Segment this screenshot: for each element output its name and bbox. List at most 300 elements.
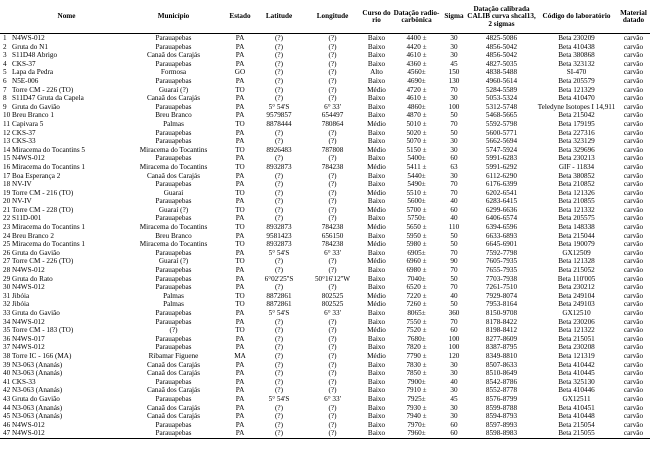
cell-dated-material: carvão — [623, 111, 644, 120]
cell-site-name: Gruta do Gavião — [12, 102, 60, 111]
cell-lab-code: Beta 230208 — [558, 343, 595, 352]
cell-dated-material: carvão — [623, 412, 644, 421]
cell-latitude: (?) — [275, 205, 283, 214]
cell-state: PA — [235, 171, 245, 180]
cell-longitude: (?) — [328, 412, 337, 421]
cell-river-course: Baixo — [367, 403, 386, 412]
cell-dated-material: carvão — [623, 188, 644, 197]
cell-site-name: N4WS-012 — [12, 154, 45, 163]
cell-municipality: Parauapebas — [155, 137, 192, 146]
cell-radiocarbon-date: 7040± — [407, 274, 426, 283]
cell-sigma: 30 — [450, 403, 458, 412]
cell-calibrated-date: 4856-5042 — [485, 42, 518, 51]
cell-calibrated-date: 8594-8793 — [485, 412, 518, 421]
cell-latitude: 8872861 — [266, 300, 292, 309]
cell-row-number: 26 — [3, 248, 11, 257]
cell-row-number: 34 — [3, 317, 11, 326]
cell-sigma: 45 — [450, 59, 458, 68]
cell-site-name: CKS-37 — [12, 128, 36, 137]
cell-lab-code: Beta 215042 — [558, 111, 595, 120]
cell-lab-code: Beta 249103 — [558, 300, 595, 309]
cell-dated-material: carvão — [623, 394, 644, 403]
cell-lab-code: GX12510 — [562, 309, 591, 317]
cell-municipality: Parauapebas — [121, 429, 226, 438]
cell-longitude: (?) — [328, 34, 337, 42]
cell-longitude: (?) — [328, 403, 337, 412]
cell-radiocarbon-date: 6980 ± — [406, 266, 427, 275]
cell-state: PA — [235, 420, 245, 429]
cell-municipality: Miracema do Tocantins — [139, 240, 208, 249]
cell-municipality: Parauapebas — [155, 34, 192, 42]
table-body — [0, 34, 650, 439]
cell-row-number: 5 — [3, 68, 7, 77]
cell-site-name: CKS-33 — [12, 377, 36, 386]
table-row — [0, 412, 650, 421]
cell-radiocarbon-date: 6905± — [407, 248, 426, 257]
cell-sigma: 30 — [450, 360, 458, 369]
table-row — [0, 163, 650, 172]
cell-site-name: NV-IV — [12, 197, 32, 206]
cell-latitude: (?) — [275, 94, 283, 103]
cell-river-course: Baixo — [367, 343, 386, 352]
cell-sigma: 130 — [448, 76, 460, 85]
cell-latitude: (?) — [275, 266, 283, 275]
cell-radiocarbon-date: 4360 ± — [406, 59, 427, 68]
cell-site-name: Breu Branco 2 — [12, 231, 54, 240]
cell-sigma: 45 — [450, 394, 458, 403]
cell-sigma: 30 — [450, 94, 458, 103]
cell-lab-code: Beta 410445 — [558, 369, 595, 378]
cell-latitude: (?) — [275, 59, 283, 68]
cell-row-number: 13 — [3, 137, 11, 146]
cell-river-course: Baixo — [367, 171, 386, 180]
header-num — [0, 1, 12, 34]
cell-dated-material: carvão — [623, 326, 644, 335]
cell-calibrated-date: 7261-7510 — [485, 283, 518, 292]
cell-river-course: Baixo — [367, 34, 386, 42]
cell-site-name: N3-063 (Ananás) — [12, 369, 63, 378]
cell-lab-code: Beta 179195 — [558, 119, 595, 128]
cell-row-number: 37 — [3, 343, 11, 352]
cell-calibrated-date: 6112-6290 — [486, 171, 517, 180]
cell-river-course: Baixo — [367, 248, 386, 257]
cell-row-number: 45 — [3, 412, 11, 421]
cell-dated-material: carvão — [623, 51, 644, 60]
cell-sigma: 150 — [448, 68, 460, 77]
cell-state: PA — [235, 248, 245, 257]
cell-sigma: 50 — [450, 231, 458, 240]
cell-river-course: Baixo — [367, 154, 386, 163]
cell-row-number: 41 — [3, 377, 11, 386]
cell-lab-code: Beta 210852 — [558, 180, 595, 189]
cell-state: PA — [235, 34, 245, 42]
cell-site-name: Torre CM - 226 (TO) — [12, 85, 74, 94]
cell-calibrated-date: 5284-5589 — [485, 85, 518, 94]
cell-radiocarbon-date: 5700 ± — [406, 205, 427, 214]
cell-radiocarbon-date: 4400 ± — [406, 34, 427, 42]
cell-radiocarbon-date: 5950 ± — [406, 231, 427, 240]
cell-site-name: NV-IV — [12, 180, 32, 189]
cell-longitude: (?) — [328, 68, 337, 77]
cell-municipality: Parauapebas — [155, 248, 192, 257]
cell-municipality: Parauapebas — [155, 59, 192, 68]
cell-lab-code: Beta 121326 — [558, 188, 595, 197]
cell-river-course: Médio — [367, 326, 386, 335]
cell-calibrated-date: 8552-8778 — [485, 386, 518, 395]
cell-municipality: Parauapebas — [155, 197, 192, 206]
cell-longitude: 780864 — [321, 119, 344, 128]
cell-radiocarbon-date: 4860± — [407, 102, 426, 111]
cell-dated-material: carvão — [623, 102, 644, 111]
cell-lab-code: Beta 121319 — [558, 351, 595, 360]
cell-sigma: 40 — [450, 214, 458, 223]
cell-sigma: 70 — [450, 188, 458, 197]
cell-river-course: Baixo — [367, 360, 386, 369]
cell-lab-code: Beta 249104 — [558, 291, 595, 300]
cell-municipality: Canaã dos Carajás — [146, 94, 201, 103]
cell-river-course: Médio — [367, 119, 386, 128]
cell-dated-material: carvão — [623, 369, 644, 378]
cell-river-course: Alto — [370, 68, 383, 77]
cell-longitude: 6° 33' — [324, 394, 341, 403]
table-row — [0, 86, 650, 95]
cell-river-course: Baixo — [361, 429, 392, 438]
cell-state: PA — [235, 51, 245, 60]
cell-river-course: Médio — [367, 240, 386, 249]
cell-latitude: 8878444 — [266, 119, 292, 128]
cell-latitude: (?) — [275, 334, 283, 343]
cell-municipality: Parauapebas — [155, 309, 192, 317]
cell-dated-material: carvão — [623, 231, 644, 240]
cell-lab-code: Beta 205579 — [558, 76, 595, 85]
cell-river-course: Médio — [367, 188, 386, 197]
cell-state: PA — [235, 343, 245, 352]
cell-municipality: Parauapebas — [155, 42, 192, 51]
cell-lab-code: Beta 323129 — [558, 137, 595, 146]
cell-row-number: 10 — [3, 111, 11, 120]
cell-latitude: 8926483 — [266, 145, 292, 154]
cell-longitude: (?) — [328, 369, 337, 378]
cell-lab-code: Beta 215054 — [558, 420, 595, 429]
cell-longitude: 50°16'12''W — [314, 274, 351, 283]
cell-latitude: (?) — [275, 351, 283, 360]
cell-lab-code: Beta 380852 — [558, 171, 595, 180]
cell-lab-code: Beta 215055 — [536, 429, 617, 438]
cell-longitude: 654497 — [321, 111, 344, 120]
table-row — [0, 129, 650, 138]
cell-river-course: Baixo — [367, 94, 386, 103]
table-row — [0, 68, 650, 77]
cell-municipality: Parauapebas — [155, 283, 192, 292]
cell-site-name: Miracema do Tocantins 5 — [12, 145, 86, 154]
cell-sigma: 50 — [450, 128, 458, 137]
cell-longitude: (?) — [328, 197, 337, 206]
cell-state: TO — [235, 145, 245, 154]
cell-lab-code: Beta 205575 — [558, 214, 595, 223]
cell-dated-material: carvão — [623, 317, 644, 326]
cell-dated-material: carvão — [623, 214, 644, 223]
cell-site-name: Gruta do Gavião — [12, 394, 60, 403]
cell-calibrated-date: 5662-5694 — [485, 137, 518, 146]
cell-dated-material: carvão — [623, 291, 644, 300]
cell-latitude: (?) — [275, 283, 283, 292]
cell-sigma: 60 — [450, 326, 458, 335]
cell-site-name: Capivara 5 — [12, 119, 44, 128]
cell-longitude: 656150 — [321, 231, 344, 240]
cell-radiocarbon-date: 4420 ± — [406, 42, 427, 51]
cell-municipality: Parauapebas — [155, 180, 192, 189]
cell-municipality: Parauapebas — [155, 343, 192, 352]
cell-radiocarbon-date: 7830 ± — [406, 360, 427, 369]
cell-state: PA — [235, 386, 245, 395]
cell-radiocarbon-date: 7930 ± — [406, 403, 427, 412]
cell-lab-code: Beta 323132 — [558, 59, 595, 68]
table-row — [0, 137, 650, 146]
cell-calibrated-date: 5592-5798 — [485, 119, 518, 128]
cell-radiocarbon-date: 7925± — [407, 394, 426, 403]
cell-river-course: Baixo — [367, 334, 386, 343]
cell-river-course: Baixo — [367, 180, 386, 189]
cell-dated-material: carvão — [623, 257, 644, 266]
cell-radiocarbon-date: 4610 ± — [406, 94, 427, 103]
cell-site-name: N3-063 (Ananás) — [12, 386, 63, 395]
cell-latitude: (?) — [275, 360, 283, 369]
cell-longitude: (?) — [328, 214, 337, 223]
cell-longitude: (?) — [328, 188, 337, 197]
cell-row-number: 40 — [3, 369, 11, 378]
cell-municipality: Breu Branco — [155, 111, 192, 120]
cell-sigma: 30 — [450, 386, 458, 395]
table-row — [0, 94, 650, 103]
cell-site-name: N4WS-012 — [12, 34, 45, 42]
cell-calibrated-date: 6406-6574 — [485, 214, 518, 223]
cell-row-number: 47 — [0, 429, 12, 438]
cell-dated-material: carvão — [623, 377, 644, 386]
cell-municipality: Parauapebas — [155, 394, 192, 403]
header-nome: Nome — [12, 1, 121, 34]
cell-latitude: (?) — [275, 386, 283, 395]
cell-dated-material: carvão — [623, 85, 644, 94]
cell-calibrated-date: 4827-5035 — [485, 59, 518, 68]
cell-radiocarbon-date: 7260 ± — [406, 300, 427, 309]
table-header — [0, 1, 650, 34]
cell-state: TO — [235, 300, 245, 309]
cell-longitude: 787808 — [321, 145, 344, 154]
cell-dated-material: carvão — [623, 162, 644, 171]
cell-latitude: (?) — [275, 377, 283, 386]
cell-row-number: 36 — [3, 334, 11, 343]
cell-radiocarbon-date: 7970± — [407, 420, 426, 429]
cell-site-name: N4WS-012 — [12, 343, 45, 352]
radiocarbon-dates-table — [0, 1, 650, 439]
cell-lab-code: Beta 210855 — [558, 197, 595, 206]
cell-row-number: 8 — [3, 94, 7, 103]
table-row — [0, 361, 650, 370]
cell-calibrated-date: 5468-5665 — [485, 111, 518, 120]
cell-sigma: 100 — [448, 343, 460, 352]
cell-river-course: Médio — [367, 291, 386, 300]
cell-state: PA — [235, 180, 245, 189]
cell-calibrated-date: 8510-8649 — [485, 369, 518, 378]
cell-site-name: Torre IC - 166 (MA) — [12, 351, 72, 360]
header-longitude: Longitude — [304, 1, 361, 34]
cell-river-course: Baixo — [367, 111, 386, 120]
cell-state: TO — [235, 162, 245, 171]
cell-municipality: Canaã dos Carajás — [146, 360, 201, 369]
cell-calibrated-date: 8178-8422 — [485, 317, 518, 326]
cell-site-name: Gruta do Gavião — [12, 309, 60, 317]
cell-river-course: Médio — [367, 145, 386, 154]
header-codigo-laboratorio: Código do laboratório — [536, 1, 617, 34]
cell-sigma: 70 — [450, 283, 458, 292]
cell-state: TO — [235, 119, 245, 128]
cell-row-number: 33 — [3, 309, 11, 317]
cell-radiocarbon-date: 4720 ± — [406, 85, 427, 94]
cell-longitude: (?) — [328, 257, 337, 266]
cell-longitude: (?) — [328, 283, 337, 292]
cell-river-course: Baixo — [367, 309, 386, 317]
table-row — [0, 60, 650, 69]
cell-municipality: Parauapebas — [155, 102, 192, 111]
cell-lab-code: Beta 148338 — [558, 223, 595, 232]
table-row — [0, 214, 650, 223]
cell-radiocarbon-date: 6960 ± — [406, 257, 427, 266]
cell-dated-material: carvão — [623, 420, 644, 429]
cell-river-course: Médio — [367, 205, 386, 214]
cell-site-name: Gruta do Gavião — [12, 248, 60, 257]
table-row — [0, 292, 650, 301]
cell-lab-code: Beta 230209 — [558, 34, 595, 42]
cell-longitude: 802525 — [321, 300, 344, 309]
cell-sigma: 70 — [450, 317, 458, 326]
cell-row-number: 28 — [3, 266, 11, 275]
cell-state: TO — [235, 240, 245, 249]
cell-river-course: Médio — [367, 351, 386, 360]
header-estado: Estado — [226, 1, 254, 34]
cell-latitude: 8932873 — [266, 223, 292, 232]
header-curso-do-rio: Curso do rio — [361, 1, 392, 34]
cell-river-course: Baixo — [367, 274, 386, 283]
cell-row-number: 12 — [3, 128, 11, 137]
cell-municipality: Miracema do Tocantins — [139, 162, 208, 171]
cell-lab-code: Beta 325130 — [558, 377, 595, 386]
cell-river-course: Médio — [367, 257, 386, 266]
cell-river-course: Baixo — [367, 420, 386, 429]
cell-calibrated-date: 5991-6292 — [485, 162, 518, 171]
cell-dated-material: carvão — [623, 360, 644, 369]
cell-site-name: CKS-33 — [12, 137, 36, 146]
cell-lab-code: Beta 410446 — [558, 386, 595, 395]
table-row — [0, 352, 650, 361]
cell-municipality: Guaraí (?) — [158, 257, 189, 266]
cell-dated-material: carvão — [623, 248, 644, 257]
cell-longitude: 784238 — [321, 223, 344, 232]
cell-dated-material: carvão — [623, 137, 644, 146]
cell-state: PA — [235, 111, 245, 120]
cell-sigma: 30 — [450, 51, 458, 60]
cell-municipality: Palmas — [163, 119, 184, 128]
header-datacao-radiocarbonica: Datação radio-carbônica — [392, 1, 441, 34]
cell-municipality: Canaã dos Carajás — [146, 386, 201, 395]
cell-municipality: Palmas — [163, 291, 184, 300]
cell-row-number: 24 — [3, 231, 11, 240]
table-row — [0, 429, 650, 438]
cell-longitude: (?) — [328, 351, 337, 360]
cell-latitude: 5° 54'S — [268, 102, 290, 111]
cell-radiocarbon-date: 4560± — [407, 68, 426, 77]
cell-calibrated-date: 6176-6399 — [485, 180, 518, 189]
cell-latitude: 5° 54'S — [268, 309, 290, 317]
cell-latitude: (?) — [275, 403, 283, 412]
cell-site-name: Miracema do Tocantins 1 — [12, 162, 86, 171]
cell-lab-code: Beta 215051 — [558, 334, 595, 343]
cell-row-number: 15 — [3, 154, 11, 163]
table-row — [0, 343, 650, 352]
cell-radiocarbon-date: 7680± — [407, 334, 426, 343]
cell-latitude: (?) — [275, 412, 283, 421]
cell-row-number: 27 — [3, 257, 11, 266]
cell-longitude: (?) — [328, 59, 337, 68]
cell-municipality: Parauapebas — [155, 214, 192, 223]
cell-dated-material: carvão — [623, 309, 644, 317]
cell-site-name: Lapa da Pedra — [12, 68, 54, 77]
cell-sigma: 70 — [450, 266, 458, 275]
cell-site-name: S11D-001 — [12, 214, 42, 223]
cell-lab-code: Beta 230212 — [558, 283, 595, 292]
cell-dated-material: carvão — [623, 274, 644, 283]
cell-state: PA — [235, 59, 245, 68]
table-row — [0, 378, 650, 387]
cell-dated-material: carvão — [623, 154, 644, 163]
cell-radiocarbon-date: 7790 ± — [406, 351, 427, 360]
cell-radiocarbon-date: 5750± — [407, 214, 426, 223]
cell-longitude: (?) — [328, 180, 337, 189]
cell-lab-code: Beta 215044 — [558, 231, 595, 240]
cell-river-course: Baixo — [367, 369, 386, 378]
cell-sigma: 90 — [450, 257, 458, 266]
cell-river-course: Baixo — [367, 42, 386, 51]
table-row — [0, 189, 650, 198]
cell-dated-material: carvão — [623, 386, 644, 395]
cell-sigma: 30 — [450, 369, 458, 378]
cell-site-name: N5E-006 — [12, 76, 39, 85]
cell-row-number: 46 — [3, 420, 11, 429]
cell-municipality: Breu Branco — [155, 231, 192, 240]
table-row — [0, 34, 650, 43]
cell-radiocarbon-date: 5070 ± — [406, 137, 427, 146]
cell-longitude: (?) — [328, 137, 337, 146]
cell-municipality: Canaã dos Carajás — [146, 412, 201, 421]
table-row — [0, 77, 650, 86]
cell-sigma: 40 — [450, 291, 458, 300]
cell-dated-material: carvão — [623, 76, 644, 85]
cell-state: PA — [235, 231, 245, 240]
cell-latitude: (?) — [275, 128, 283, 137]
cell-longitude: (?) — [328, 266, 337, 275]
cell-river-course: Baixo — [367, 197, 386, 206]
header-municipio: Município — [121, 1, 226, 34]
cell-longitude: (?) — [304, 429, 361, 438]
cell-sigma: 50 — [450, 240, 458, 249]
cell-radiocarbon-date: 6520 ± — [406, 283, 427, 292]
cell-site-name: N3-063 (Ananás) — [12, 412, 63, 421]
header-datacao-calibrada: Datação calibrada CALIB curva shcal13, 2 sigmas — [467, 1, 536, 34]
cell-state: PA — [235, 394, 245, 403]
cell-radiocarbon-date: 7820 ± — [406, 343, 427, 352]
cell-river-course: Baixo — [367, 394, 386, 403]
cell-lab-code: Beta 121322 — [558, 326, 595, 335]
cell-river-course: Médio — [367, 162, 386, 171]
